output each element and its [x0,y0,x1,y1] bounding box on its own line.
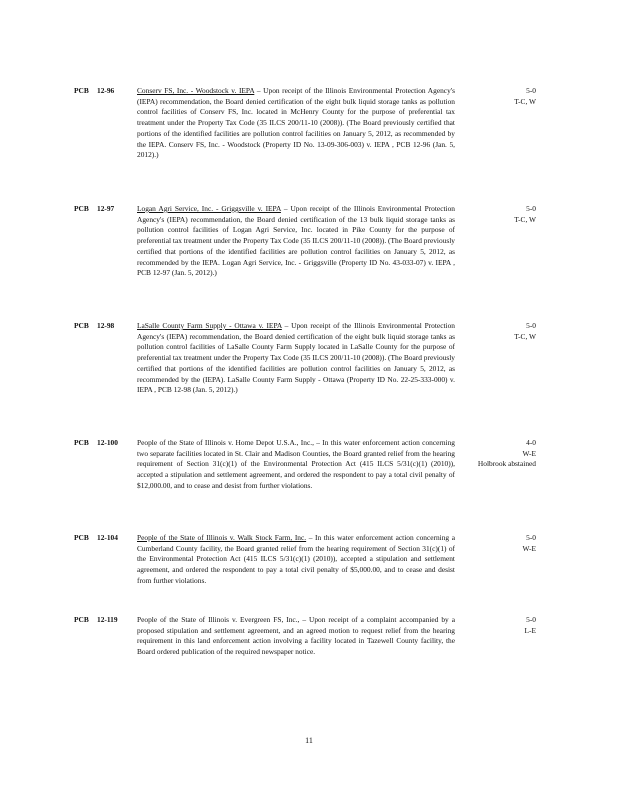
entry-text [137,321,455,396]
vote-column [460,533,572,554]
vote-count: 5-0 [526,615,536,624]
docket-prefix: PCB [74,204,89,213]
case-caption: Logan Agri Service, Inc. - Griggsville v. IEPA [137,204,281,213]
entry-text [137,204,455,279]
vote-count: 5-0 [526,533,536,542]
entry-description: – Upon receipt of the Illinois Environmental Protection Agency's (IEPA) recommendation, the Board denied certification of the eight bulk liquid storage tanks as pollution control facilities of Conserv FS, Inc. located in McHenry County for the purpose of preferential tax treatment under the Property Tax Code (35 ILCS 200/11-10 (2008)). (The Board previously certified that portions of the identified facilities are pollution control facilities on January 5, 2012, as recommended by the IEPA. Conserv FS, Inc. - Woodstock (Property ID No. 13-09-306-003) v. IEPA , PCB 12-96 (Jan. 5, 2012).) [137,86,455,160]
vote-abstention: Holbrook abstained [477,459,536,469]
vote-notation: W-E [522,448,536,458]
entry-text [137,615,455,658]
vote-count: 5-0 [526,204,536,213]
docket-number: 12-100 [97,438,118,447]
docket-number: 12-96 [97,86,115,95]
docket-number: 12-104 [97,533,118,542]
entry-text [137,533,455,587]
docket-prefix: PCB [74,533,89,542]
case-caption: LaSalle County Farm Supply - Ottawa v. IEPA [137,321,282,330]
vote-column [460,204,572,225]
vote-notation: T-C, W [514,331,536,341]
docket-code [74,321,115,331]
entry-description: – In this water enforcement action concerning a Cumberland County facility, the Board granted relief from the hearing requirement of Section 31(c)(1) of the Environmental Protection Act (415 ILCS 5/31(c)(1) (2010)), accepted a stipulation and settlement agreement, and ordered the respondent to pay a total civil penalty of $5,000.00, and to cease and desist from further violations. [137,533,455,585]
docket-prefix: PCB [74,438,89,447]
case-caption: Conserv FS, Inc. - Woodstock v. IEPA [137,86,255,95]
vote-column [460,86,572,107]
docket-number: 12-97 [97,204,115,213]
entry-description: – Upon receipt of the Illinois Environmental Protection Agency's (IEPA) recommendation, the Board denied certification of the eight bulk liquid storage tanks as pollution control facilities of LaSalle County Farm Supply located in LaSalle County for the purpose of preferential tax treatment under the Property Tax Code (35 ILCS 200/11-10 (2008)). (The Board previously certified that portions of the identified facilities are pollution control facilities on January 5, 2012, as recommended by the (IEPA). LaSalle County Farm Supply - Ottawa (Property ID No. 22-25-333-000) v. IEPA , PCB 12-98 (Jan. 5, 2012).) [137,321,455,395]
entry-description: – Upon receipt of the Illinois Environmental Protection Agency's (IEPA) recommendation, the Board denied certification of the 13 bulk liquid storage tanks as pollution control facilities of Logan Agri Service, Inc. located in Pike County for the purpose of preferential tax treatment under the Property Tax Code (35 ILCS 200/11-10 (2008)). (The Board previously certified that portions of the identified facilities are pollution control facilities on January 5, 2012, as recommended by the IEPA. Logan Agri Service, Inc. - Griggsville (Property ID No. 43-033-07) v. IEPA , PCB 12-97 (Jan. 5, 2012).) [137,204,455,278]
docket-code [74,533,118,543]
entry-text [137,438,455,492]
vote-notation: W-E [522,543,536,553]
vote-count: 4-0 [526,438,536,447]
page-number: 11 [305,736,313,745]
vote-notation: T-C, W [514,96,536,106]
docket-number: 12-119 [97,615,118,624]
vote-notation: T-C, W [514,214,536,224]
entry-description: People of the State of Illinois v. Evergreen FS, Inc., – Upon receipt of a complaint accompanied by a proposed stipulation and settlement agreement, and an agreed motion to request relief from the hearing requirement in this land enforcement action involving a facility located in Tazewell County facility, the Board ordered publication of the required newspaper notice. [137,615,455,657]
docket-code [74,615,118,625]
vote-count: 5-0 [526,86,536,95]
entry-text [137,86,455,161]
docket-code [74,86,115,96]
entry-description: People of the State of Illinois v. Home Depot U.S.A., Inc., – In this water enforcement action concerning two separate facilities located in St. Clair and Madison Counties, the Board granted relief from the hearing requirement of Section 31(c)(1) of the Environmental Protection Act (415 ILCS 5/31(c)(1) (2010)), accepted a stipulation and settlement agreement, and ordered the respondent to pay a total civil penalty of $12,000.00, and to cease and desist from further violations. [137,438,455,490]
case-caption: People of the State of Illinois v. Walk Stock Farm, Inc. [137,533,307,542]
vote-column [460,321,572,342]
docket-code [74,204,115,214]
docket-number: 12-98 [97,321,115,330]
vote-count: 5-0 [526,321,536,330]
docket-prefix: PCB [74,321,89,330]
docket-code [74,438,118,448]
vote-notation: L-E [524,625,536,635]
vote-column [460,438,572,470]
docket-prefix: PCB [74,615,89,624]
vote-column [460,615,572,636]
docket-prefix: PCB [74,86,89,95]
